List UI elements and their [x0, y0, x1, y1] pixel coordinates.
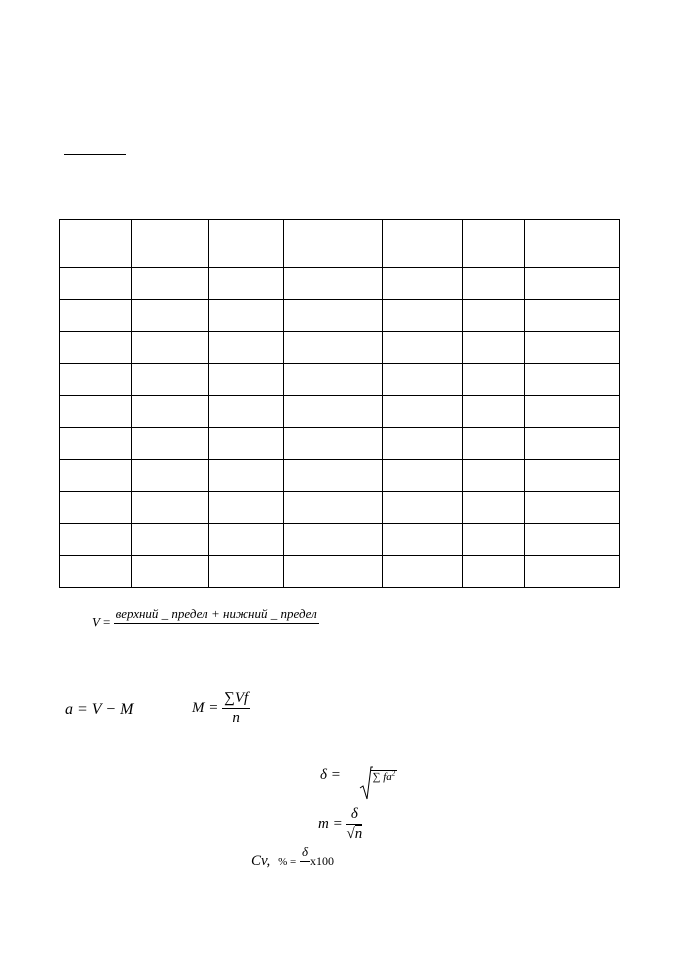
v-denominator — [114, 624, 319, 641]
delta-radicand: ∑ fa — [372, 771, 392, 783]
table-row — [60, 396, 620, 428]
table-cell — [209, 300, 284, 332]
table-cell — [383, 364, 463, 396]
table-cell — [525, 396, 620, 428]
table-cell — [525, 300, 620, 332]
table-header-row — [60, 220, 620, 268]
table-cell — [284, 300, 383, 332]
v-symbol: V — [92, 614, 100, 630]
table-cell — [60, 332, 132, 364]
table-row — [60, 300, 620, 332]
table-cell — [463, 220, 525, 268]
table-cell — [525, 492, 620, 524]
cv-fraction — [300, 844, 310, 879]
table-cell — [284, 332, 383, 364]
table-row — [60, 460, 620, 492]
table-cell — [463, 460, 525, 492]
delta-lhs: δ = — [320, 766, 341, 783]
table-cell — [463, 268, 525, 300]
table-cell — [463, 524, 525, 556]
table-cell — [132, 556, 209, 588]
table-cell — [284, 220, 383, 268]
table-cell — [284, 524, 383, 556]
table-cell — [383, 524, 463, 556]
table-cell — [132, 460, 209, 492]
table-cell — [132, 396, 209, 428]
formula-a — [65, 701, 133, 719]
table-cell — [284, 396, 383, 428]
table-cell — [209, 332, 284, 364]
table-cell — [525, 428, 620, 460]
table-row — [60, 428, 620, 460]
sqrt-icon: √ — [346, 826, 355, 842]
table-row — [60, 524, 620, 556]
mean-error-numerator: δ — [346, 806, 362, 825]
table-cell — [209, 268, 284, 300]
table-cell — [284, 460, 383, 492]
table-cell — [284, 268, 383, 300]
table-cell — [525, 460, 620, 492]
table-cell — [383, 492, 463, 524]
formula-v — [92, 606, 319, 641]
table-cell — [60, 428, 132, 460]
table-cell — [209, 460, 284, 492]
table-cell — [60, 364, 132, 396]
table-cell — [60, 460, 132, 492]
table-cell — [209, 428, 284, 460]
table-cell — [132, 524, 209, 556]
table-cell — [60, 396, 132, 428]
delta-radical — [359, 766, 398, 785]
table-cell — [60, 556, 132, 588]
table-cell — [463, 396, 525, 428]
table-cell — [383, 460, 463, 492]
table-cell — [463, 364, 525, 396]
m-denominator: n — [232, 710, 240, 726]
table-cell — [60, 524, 132, 556]
mean-error-fraction — [346, 806, 362, 843]
heading-underline — [64, 154, 126, 155]
table-cell — [284, 428, 383, 460]
mean-error-denominator: √n — [346, 826, 363, 842]
table-cell — [60, 220, 132, 268]
table-cell — [132, 268, 209, 300]
v-equals: = — [102, 614, 111, 630]
table-cell — [132, 428, 209, 460]
cv-lhs: Cv, — [251, 852, 271, 869]
v-numerator: верхний _ предел + нижний _ предел — [114, 606, 319, 624]
v-fraction — [114, 606, 319, 641]
table-cell — [463, 492, 525, 524]
table-cell — [209, 220, 284, 268]
table-cell — [383, 332, 463, 364]
table-cell — [284, 364, 383, 396]
table-row — [60, 332, 620, 364]
table-cell — [60, 492, 132, 524]
table-cell — [463, 428, 525, 460]
table-cell — [209, 364, 284, 396]
table-cell — [60, 268, 132, 300]
table-cell — [209, 556, 284, 588]
cv-multiplier: x100 — [309, 853, 334, 868]
table-cell — [463, 556, 525, 588]
cv-percent: % = — [278, 855, 297, 868]
table-cell — [132, 364, 209, 396]
formula-m — [192, 690, 250, 727]
table-cell — [383, 556, 463, 588]
a-expression: a = V − M — [65, 701, 134, 718]
table-cell — [132, 492, 209, 524]
table-cell — [209, 396, 284, 428]
table-cell — [383, 300, 463, 332]
table-cell — [525, 332, 620, 364]
formula-delta — [320, 766, 397, 785]
cv-denominator — [300, 862, 310, 879]
table-cell — [463, 332, 525, 364]
table-cell — [383, 396, 463, 428]
table-cell — [132, 220, 209, 268]
data-table — [59, 219, 620, 588]
m-fraction — [222, 690, 250, 727]
table-cell — [525, 220, 620, 268]
cv-numerator: δ — [300, 844, 310, 862]
table-cell — [525, 556, 620, 588]
table-cell — [525, 268, 620, 300]
table-cell — [209, 492, 284, 524]
table-cell — [383, 428, 463, 460]
formula-mean-error — [318, 806, 362, 843]
table-cell — [132, 300, 209, 332]
m-numerator: ∑Vf — [222, 690, 250, 709]
table-cell — [209, 524, 284, 556]
table-cell — [284, 492, 383, 524]
table-row — [60, 556, 620, 588]
table-cell — [525, 524, 620, 556]
formula-cv — [251, 844, 334, 879]
table-cell — [383, 220, 463, 268]
m-lhs: M = — [192, 699, 219, 716]
table-row — [60, 268, 620, 300]
table-cell — [463, 300, 525, 332]
table-cell — [383, 268, 463, 300]
table-cell — [284, 556, 383, 588]
table-row — [60, 492, 620, 524]
radical-sign-icon — [359, 766, 373, 800]
table-cell — [525, 364, 620, 396]
table-row — [60, 364, 620, 396]
table-cell — [60, 300, 132, 332]
table-cell — [132, 332, 209, 364]
mean-error-lhs: m = — [318, 815, 343, 832]
delta-exponent: 2 — [391, 769, 396, 778]
